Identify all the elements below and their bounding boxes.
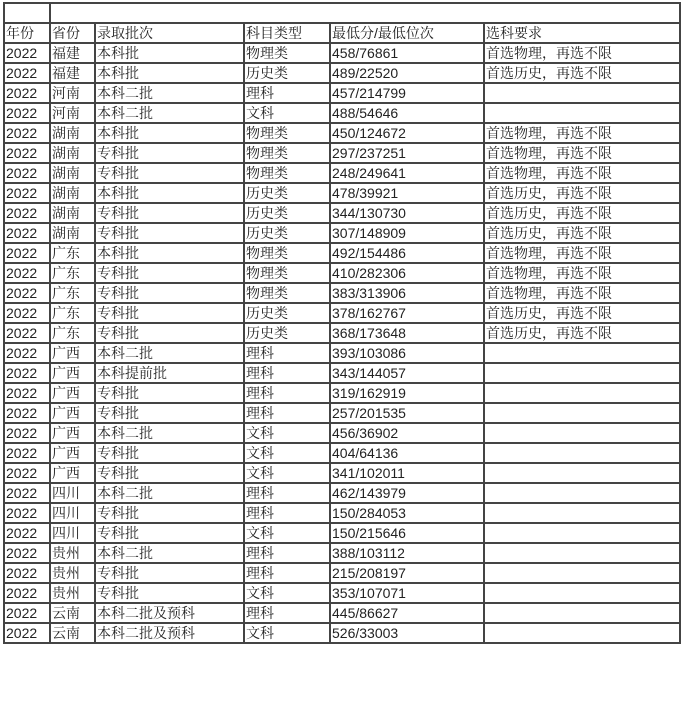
cell-min-score-rank: 410/282306 [330, 263, 484, 283]
cell-subject-type: 理科 [244, 403, 330, 423]
table-row [4, 443, 680, 463]
cell-subject-type: 理科 [244, 383, 330, 403]
cell-subject-requirement: 首选物理，再选不限 [484, 243, 680, 263]
cell-min-score-rank: 378/162767 [330, 303, 484, 323]
cell-min-score-rank: 462/143979 [330, 483, 484, 503]
cell-subject-requirement: 首选物理，再选不限 [484, 263, 680, 283]
cell-batch: 专科批 [95, 163, 244, 183]
table-row [4, 483, 680, 503]
cell-subject-type: 物理类 [244, 43, 330, 63]
table-row [4, 163, 680, 183]
cell-subject-requirement: 首选历史，再选不限 [484, 63, 680, 83]
table-row [4, 543, 680, 563]
header-subject-requirement: 选科要求 [484, 23, 680, 43]
cell-subject-requirement: 首选物理，再选不限 [484, 43, 680, 63]
cell-subject-type: 文科 [244, 463, 330, 483]
cell-year: 2022 [4, 183, 50, 203]
empty-cell [4, 3, 50, 23]
cell-subject-requirement [484, 483, 680, 503]
cell-subject-type: 历史类 [244, 183, 330, 203]
cell-province: 云南 [50, 623, 95, 643]
table-row [4, 223, 680, 243]
table-row [4, 323, 680, 343]
cell-batch: 专科批 [95, 203, 244, 223]
cell-province: 河南 [50, 83, 95, 103]
cell-min-score-rank: 445/86627 [330, 603, 484, 623]
cell-min-score-rank: 368/173648 [330, 323, 484, 343]
cell-province: 湖南 [50, 123, 95, 143]
table-row [4, 123, 680, 143]
cell-subject-type: 历史类 [244, 63, 330, 83]
cell-min-score-rank: 478/39921 [330, 183, 484, 203]
cell-subject-type: 理科 [244, 363, 330, 383]
cell-batch: 本科二批 [95, 423, 244, 443]
table-row [4, 63, 680, 83]
cell-subject-requirement [484, 343, 680, 363]
table-row [4, 263, 680, 283]
cell-batch: 本科二批 [95, 103, 244, 123]
header-province: 省份 [50, 23, 95, 43]
cell-subject-requirement: 首选历史，再选不限 [484, 223, 680, 243]
cell-year: 2022 [4, 103, 50, 123]
cell-subject-type: 物理类 [244, 123, 330, 143]
table-row [4, 183, 680, 203]
cell-subject-requirement [484, 603, 680, 623]
cell-subject-type: 历史类 [244, 203, 330, 223]
cell-subject-type: 理科 [244, 483, 330, 503]
cell-year: 2022 [4, 63, 50, 83]
cell-subject-type: 理科 [244, 83, 330, 103]
cell-min-score-rank: 257/201535 [330, 403, 484, 423]
cell-year: 2022 [4, 443, 50, 463]
cell-subject-type: 理科 [244, 343, 330, 363]
cell-province: 云南 [50, 603, 95, 623]
cell-subject-requirement: 首选历史，再选不限 [484, 323, 680, 343]
cell-province: 四川 [50, 503, 95, 523]
cell-year: 2022 [4, 423, 50, 443]
cell-year: 2022 [4, 543, 50, 563]
cell-subject-requirement [484, 503, 680, 523]
cell-batch: 本科批 [95, 63, 244, 83]
cell-batch: 专科批 [95, 223, 244, 243]
cell-batch: 专科批 [95, 403, 244, 423]
table-header-row [4, 23, 680, 43]
cell-subject-type: 文科 [244, 423, 330, 443]
cell-subject-type: 理科 [244, 563, 330, 583]
cell-subject-requirement [484, 403, 680, 423]
table-title-row [4, 3, 680, 23]
cell-province: 广西 [50, 363, 95, 383]
cell-year: 2022 [4, 123, 50, 143]
cell-batch: 专科批 [95, 523, 244, 543]
cell-subject-requirement [484, 463, 680, 483]
cell-subject-requirement: 首选物理，再选不限 [484, 143, 680, 163]
table-row [4, 283, 680, 303]
cell-province: 贵州 [50, 583, 95, 603]
cell-subject-requirement: 首选物理，再选不限 [484, 123, 680, 143]
cell-batch: 本科二批 [95, 343, 244, 363]
cell-min-score-rank: 450/124672 [330, 123, 484, 143]
cell-subject-requirement [484, 103, 680, 123]
table-row [4, 463, 680, 483]
cell-subject-type: 理科 [244, 603, 330, 623]
cell-min-score-rank: 307/148909 [330, 223, 484, 243]
table-row [4, 103, 680, 123]
cell-subject-requirement [484, 523, 680, 543]
cell-subject-type: 文科 [244, 103, 330, 123]
table-row [4, 523, 680, 543]
cell-province: 湖南 [50, 163, 95, 183]
cell-batch: 本科二批 [95, 543, 244, 563]
cell-province: 福建 [50, 63, 95, 83]
cell-subject-requirement: 首选物理，再选不限 [484, 163, 680, 183]
header-batch: 录取批次 [95, 23, 244, 43]
empty-title-cell [50, 3, 680, 23]
cell-year: 2022 [4, 143, 50, 163]
cell-batch: 本科二批及预科 [95, 603, 244, 623]
table-row [4, 83, 680, 103]
table-row [4, 603, 680, 623]
cell-province: 广东 [50, 263, 95, 283]
cell-year: 2022 [4, 223, 50, 243]
cell-min-score-rank: 353/107071 [330, 583, 484, 603]
table-row [4, 43, 680, 63]
cell-province: 广东 [50, 283, 95, 303]
cell-subject-requirement: 首选历史，再选不限 [484, 203, 680, 223]
cell-subject-requirement: 首选物理，再选不限 [484, 283, 680, 303]
cell-subject-requirement [484, 363, 680, 383]
table-row [4, 563, 680, 583]
cell-subject-type: 物理类 [244, 243, 330, 263]
cell-batch: 专科批 [95, 583, 244, 603]
cell-subject-requirement [484, 623, 680, 643]
cell-subject-type: 文科 [244, 583, 330, 603]
cell-province: 广西 [50, 343, 95, 363]
cell-subject-requirement [484, 443, 680, 463]
cell-min-score-rank: 404/64136 [330, 443, 484, 463]
table-row [4, 623, 680, 643]
cell-year: 2022 [4, 363, 50, 383]
cell-batch: 专科批 [95, 563, 244, 583]
cell-min-score-rank: 343/144057 [330, 363, 484, 383]
cell-min-score-rank: 526/33003 [330, 623, 484, 643]
cell-subject-requirement [484, 563, 680, 583]
cell-min-score-rank: 150/284053 [330, 503, 484, 523]
cell-year: 2022 [4, 623, 50, 643]
cell-batch: 专科批 [95, 323, 244, 343]
cell-batch: 本科批 [95, 43, 244, 63]
cell-province: 广西 [50, 463, 95, 483]
cell-batch: 专科批 [95, 263, 244, 283]
cell-subject-type: 文科 [244, 623, 330, 643]
table-row [4, 203, 680, 223]
cell-year: 2022 [4, 303, 50, 323]
cell-batch: 本科二批及预科 [95, 623, 244, 643]
cell-batch: 本科二批 [95, 83, 244, 103]
header-min-score-rank: 最低分/最低位次 [330, 23, 484, 43]
cell-province: 湖南 [50, 203, 95, 223]
cell-min-score-rank: 248/249641 [330, 163, 484, 183]
table-row [4, 583, 680, 603]
cell-subject-type: 历史类 [244, 223, 330, 243]
cell-subject-type: 历史类 [244, 323, 330, 343]
cell-batch: 专科批 [95, 383, 244, 403]
cell-year: 2022 [4, 563, 50, 583]
cell-subject-requirement: 首选历史，再选不限 [484, 303, 680, 323]
table-row [4, 303, 680, 323]
admission-scores-table [3, 2, 681, 644]
cell-province: 广西 [50, 403, 95, 423]
cell-batch: 专科批 [95, 503, 244, 523]
cell-min-score-rank: 383/313906 [330, 283, 484, 303]
cell-province: 贵州 [50, 563, 95, 583]
table-row [4, 423, 680, 443]
cell-subject-type: 文科 [244, 523, 330, 543]
cell-batch: 专科批 [95, 463, 244, 483]
cell-batch: 本科批 [95, 123, 244, 143]
cell-province: 贵州 [50, 543, 95, 563]
cell-subject-type: 理科 [244, 503, 330, 523]
cell-subject-type: 物理类 [244, 143, 330, 163]
table-row [4, 403, 680, 423]
cell-year: 2022 [4, 243, 50, 263]
cell-min-score-rank: 393/103086 [330, 343, 484, 363]
cell-province: 四川 [50, 483, 95, 503]
cell-min-score-rank: 492/154486 [330, 243, 484, 263]
cell-subject-requirement [484, 583, 680, 603]
cell-province: 广东 [50, 243, 95, 263]
cell-min-score-rank: 388/103112 [330, 543, 484, 563]
cell-min-score-rank: 488/54646 [330, 103, 484, 123]
cell-year: 2022 [4, 163, 50, 183]
cell-batch: 本科二批 [95, 483, 244, 503]
cell-year: 2022 [4, 503, 50, 523]
header-subject-type: 科目类型 [244, 23, 330, 43]
table-row [4, 363, 680, 383]
cell-province: 福建 [50, 43, 95, 63]
cell-batch: 专科批 [95, 143, 244, 163]
table-row [4, 143, 680, 163]
table-row [4, 343, 680, 363]
cell-year: 2022 [4, 383, 50, 403]
table-row [4, 243, 680, 263]
table-row [4, 503, 680, 523]
cell-min-score-rank: 215/208197 [330, 563, 484, 583]
cell-subject-requirement: 首选历史，再选不限 [484, 183, 680, 203]
cell-year: 2022 [4, 43, 50, 63]
cell-min-score-rank: 344/130730 [330, 203, 484, 223]
cell-batch: 本科提前批 [95, 363, 244, 383]
cell-year: 2022 [4, 283, 50, 303]
cell-year: 2022 [4, 463, 50, 483]
cell-year: 2022 [4, 603, 50, 623]
cell-province: 湖南 [50, 143, 95, 163]
cell-subject-requirement [484, 83, 680, 103]
cell-province: 广东 [50, 323, 95, 343]
cell-min-score-rank: 458/76861 [330, 43, 484, 63]
cell-province: 广东 [50, 303, 95, 323]
cell-province: 湖南 [50, 183, 95, 203]
cell-subject-type: 历史类 [244, 303, 330, 323]
cell-province: 四川 [50, 523, 95, 543]
cell-year: 2022 [4, 523, 50, 543]
cell-year: 2022 [4, 343, 50, 363]
cell-subject-type: 文科 [244, 443, 330, 463]
cell-subject-type: 物理类 [244, 163, 330, 183]
cell-min-score-rank: 489/22520 [330, 63, 484, 83]
cell-year: 2022 [4, 83, 50, 103]
cell-province: 湖南 [50, 223, 95, 243]
cell-batch: 专科批 [95, 443, 244, 463]
cell-province: 广西 [50, 423, 95, 443]
cell-min-score-rank: 341/102011 [330, 463, 484, 483]
header-year: 年份 [4, 23, 50, 43]
cell-year: 2022 [4, 583, 50, 603]
cell-subject-type: 理科 [244, 543, 330, 563]
cell-batch: 本科批 [95, 243, 244, 263]
cell-subject-requirement [484, 423, 680, 443]
cell-batch: 本科批 [95, 183, 244, 203]
cell-subject-type: 物理类 [244, 263, 330, 283]
cell-year: 2022 [4, 323, 50, 343]
cell-min-score-rank: 150/215646 [330, 523, 484, 543]
cell-province: 广西 [50, 443, 95, 463]
cell-subject-requirement [484, 543, 680, 563]
cell-year: 2022 [4, 483, 50, 503]
cell-min-score-rank: 297/237251 [330, 143, 484, 163]
cell-year: 2022 [4, 203, 50, 223]
cell-min-score-rank: 457/214799 [330, 83, 484, 103]
cell-batch: 专科批 [95, 303, 244, 323]
cell-province: 广西 [50, 383, 95, 403]
cell-min-score-rank: 456/36902 [330, 423, 484, 443]
cell-year: 2022 [4, 403, 50, 423]
cell-year: 2022 [4, 263, 50, 283]
cell-subject-type: 物理类 [244, 283, 330, 303]
cell-batch: 专科批 [95, 283, 244, 303]
cell-province: 河南 [50, 103, 95, 123]
cell-subject-requirement [484, 383, 680, 403]
table-row [4, 383, 680, 403]
cell-min-score-rank: 319/162919 [330, 383, 484, 403]
